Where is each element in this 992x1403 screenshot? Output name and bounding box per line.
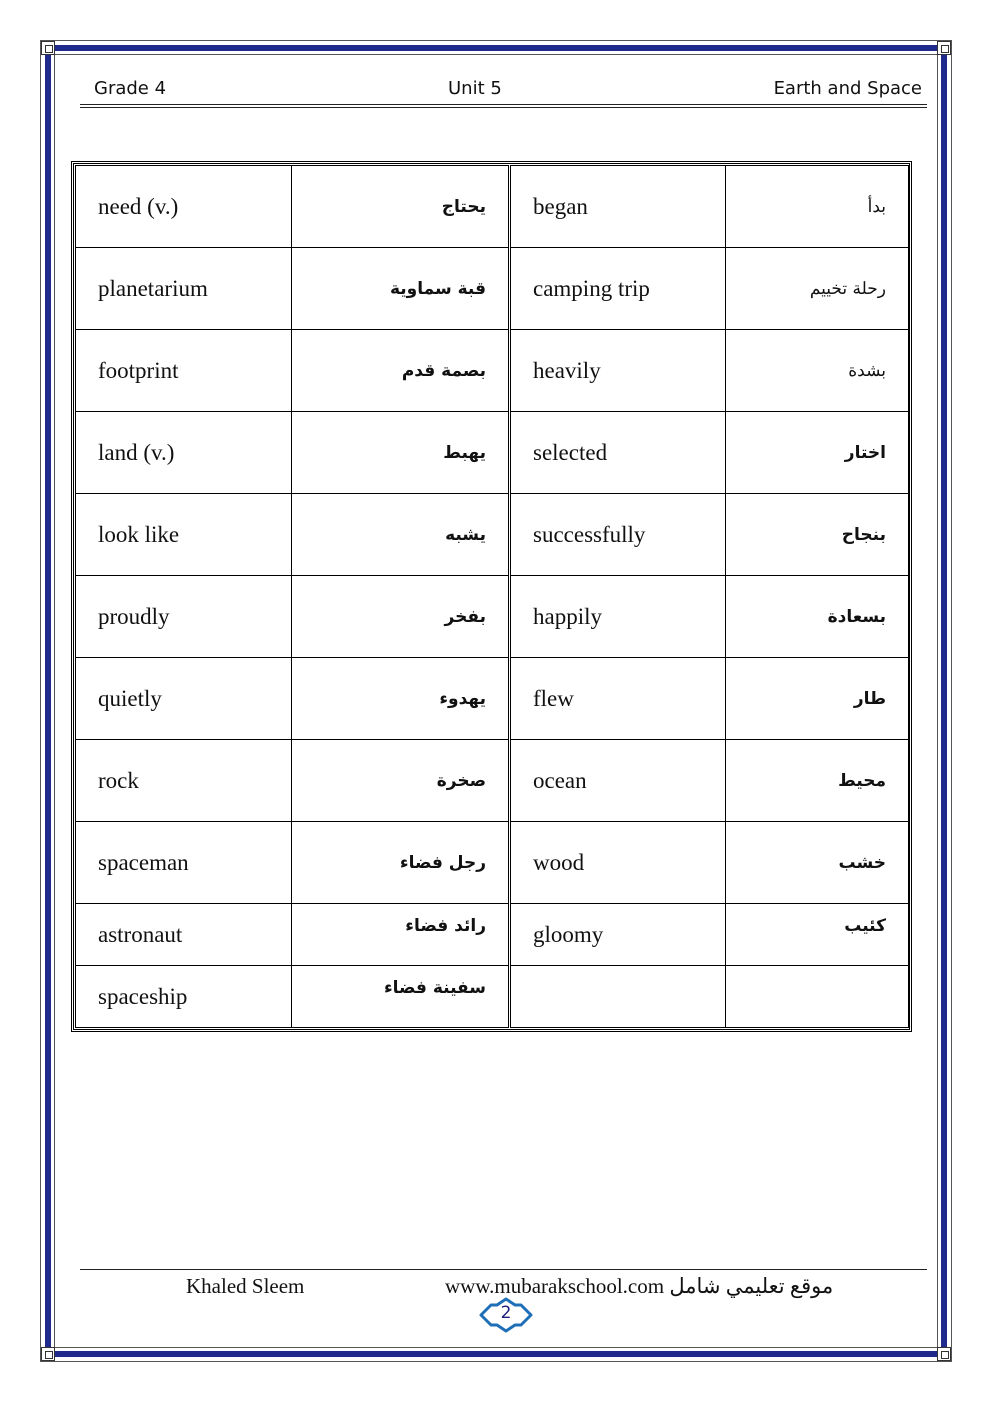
english-word: spaceman — [76, 822, 292, 904]
english-word: flew — [510, 658, 726, 740]
arabic-translation: بنجاح — [726, 494, 909, 576]
arabic-translation: رحلة تخييم — [726, 248, 909, 330]
english-word: need (v.) — [76, 166, 292, 248]
arabic-translation: قبة سماوية — [292, 248, 510, 330]
arabic-translation: يهبط — [292, 412, 510, 494]
english-word: gloomy — [510, 904, 726, 966]
header-grade: Grade 4 — [94, 78, 167, 99]
english-word: selected — [510, 412, 726, 494]
footer-website: www.mubarakschool.com موقع تعليمي شامل — [445, 1274, 834, 1298]
arabic-translation: بشدة — [726, 330, 909, 412]
arabic-translation: بصمة قدم — [292, 330, 510, 412]
english-word: look like — [76, 494, 292, 576]
arabic-translation: طار — [726, 658, 909, 740]
english-word: wood — [510, 822, 726, 904]
table-row — [76, 740, 909, 822]
vocabulary-table-frame — [71, 161, 912, 1032]
arabic-translation: يشبه — [292, 494, 510, 576]
header-unit: Unit 5 — [448, 78, 502, 99]
arabic-translation: بفخر — [292, 576, 510, 658]
english-word: heavily — [510, 330, 726, 412]
header-divider — [80, 107, 927, 108]
arabic-translation: بدأ — [726, 166, 909, 248]
table-row — [76, 658, 909, 740]
english-word: footprint — [76, 330, 292, 412]
footer-author: Khaled Sleem — [186, 1274, 305, 1298]
arabic-translation: كئيب — [726, 904, 909, 966]
arabic-translation: يحتاج — [292, 166, 510, 248]
table-row — [76, 904, 909, 966]
page-header — [80, 76, 927, 106]
header-topic: Earth and Space — [773, 78, 922, 99]
arabic-translation: صخرة — [292, 740, 510, 822]
arabic-translation: محيط — [726, 740, 909, 822]
english-word: spaceship — [76, 966, 292, 1028]
english-word: ocean — [510, 740, 726, 822]
arabic-translation: اختار — [726, 412, 909, 494]
arabic-translation-empty — [726, 966, 909, 1028]
table-row — [76, 412, 909, 494]
english-word: began — [510, 166, 726, 248]
english-word: happily — [510, 576, 726, 658]
frame-corner-ornament — [937, 1347, 951, 1361]
arabic-translation: رجل فضاء — [292, 822, 510, 904]
english-word-empty — [510, 966, 726, 1028]
english-word: rock — [76, 740, 292, 822]
table-row — [76, 166, 909, 248]
arabic-translation: خشب — [726, 822, 909, 904]
footer-divider — [80, 1269, 927, 1270]
table-row — [76, 494, 909, 576]
header-divider — [80, 104, 927, 105]
arabic-translation: رائد فضاء — [292, 904, 510, 966]
english-word: quietly — [76, 658, 292, 740]
english-word: astronaut — [76, 904, 292, 966]
table-row — [76, 576, 909, 658]
vocabulary-table — [75, 165, 909, 1028]
frame-corner-ornament — [41, 41, 55, 55]
table-row — [76, 822, 909, 904]
english-word: proudly — [76, 576, 292, 658]
arabic-translation: يهدوء — [292, 658, 510, 740]
english-word: camping trip — [510, 248, 726, 330]
page-number: 2 — [500, 1303, 512, 1323]
arabic-translation: سفينة فضاء — [292, 966, 510, 1028]
english-word: successfully — [510, 494, 726, 576]
table-row — [76, 966, 909, 1028]
table-row — [76, 248, 909, 330]
table-row — [76, 330, 909, 412]
english-word: planetarium — [76, 248, 292, 330]
frame-corner-ornament — [41, 1347, 55, 1361]
frame-corner-ornament — [937, 41, 951, 55]
arabic-translation: بسعادة — [726, 576, 909, 658]
english-word: land (v.) — [76, 412, 292, 494]
